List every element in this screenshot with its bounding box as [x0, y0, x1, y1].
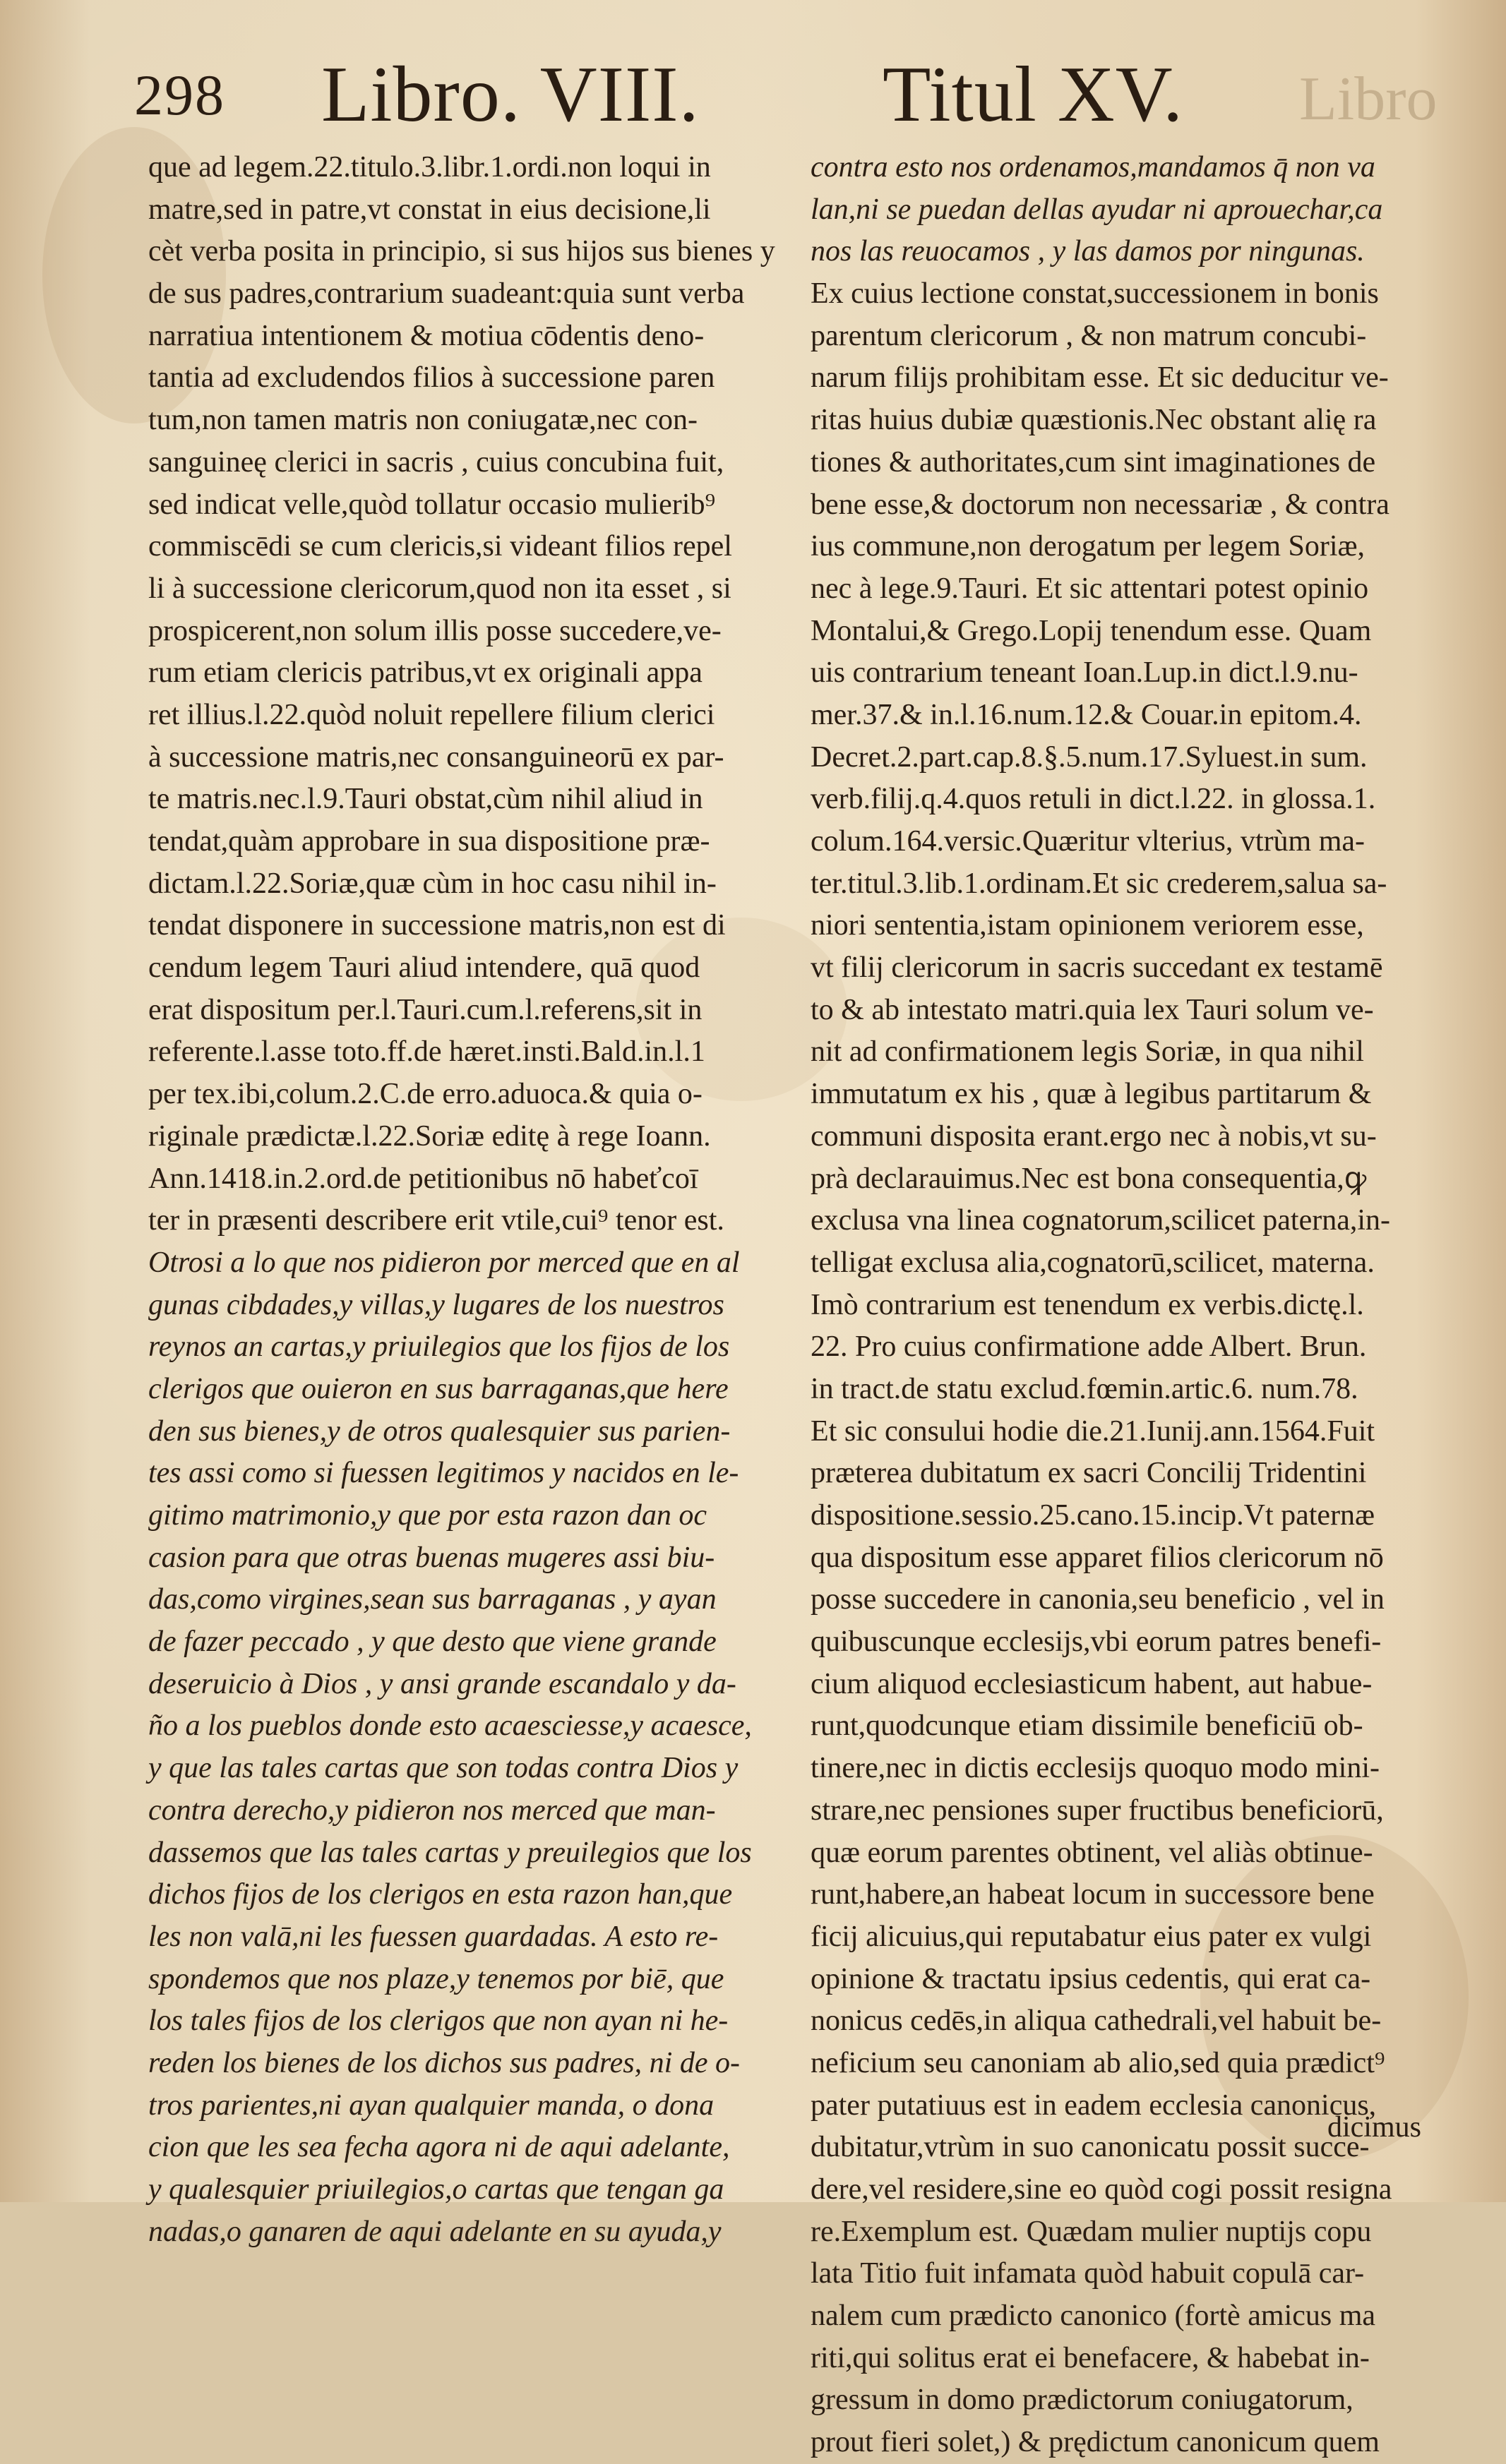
- book-title: Libro. VIII.: [321, 51, 700, 138]
- text-line: per tex.ibi,colum.2.C.de erro.aduoca.& quia o-: [148, 1078, 703, 1111]
- text-line: ritas huius dubiæ quæstionis.Nec obstant alię ra: [811, 404, 1377, 437]
- text-line: runt,quodcunque etiam dissimile beneficiū ob-: [811, 1709, 1363, 1743]
- text-line: qua dispositum esse apparet filios clericorum nō: [811, 1541, 1384, 1574]
- text-line: quæ eorum parentes obtinent, vel aliàs obtinue-: [811, 1836, 1373, 1869]
- text-line: nit ad confirmationem legis Soriæ, in qua nihil: [811, 1035, 1364, 1069]
- text-line: lata Titio fuit infamata quòd habuit copulā car-: [811, 2257, 1365, 2290]
- section-title: Titul XV.: [883, 51, 1184, 138]
- text-line: dispositione.sessio.25.cano.15.incip.Vt paternæ: [811, 1499, 1375, 1532]
- text-line: parentum clericorum , & non matrum concubi-: [811, 319, 1367, 352]
- text-line: riti,qui solitus erat ei benefacere, & habebat in-: [811, 2341, 1370, 2374]
- text-line: cion que les sea fecha agora ni de aqui adelante,: [148, 2131, 730, 2164]
- text-line: referente.l.asse toto.ff.de hæret.insti.Bald.in.l.1: [148, 1035, 705, 1069]
- text-line: Montalui,& Grego.Lopij tenendum esse. Quam: [811, 614, 1372, 647]
- text-line: tiones & authoritates,cum sint imaginationes de: [811, 445, 1376, 479]
- text-line: rum etiam clericis patribus,vt ex originali appa: [148, 656, 703, 690]
- text-line: de sus padres,contrarium suadeant:quia sunt verba: [148, 277, 745, 311]
- text-line: bene esse,& doctorum non necessariæ , & contra: [811, 488, 1390, 521]
- text-line: les non valā,ni les fuessen guardadas. A esto re-: [148, 1920, 719, 1953]
- text-line: commiscēdi se cum clericis,si videant filios repel: [148, 530, 732, 563]
- text-line: tes assi como si fuessen legitimos y nacidos en le-: [148, 1457, 739, 1490]
- text-line: pater putatiuus est in eadem ecclesia canonicus,: [811, 2089, 1377, 2122]
- text-line: ter.titul.3.lib.1.ordinam.Et sic crederem,salua sa-: [811, 867, 1387, 900]
- text-line: cèt verba posita in principio, si sus hijos sus bienes y: [148, 235, 775, 268]
- text-line: tros parientes,ni ayan qualquier manda, o dona: [148, 2089, 715, 2122]
- text-line: opinione & tractatu ipsius cedentis, qui erat ca-: [811, 1962, 1371, 1995]
- text-line: reynos an cartas,y priuilegios que los fijos de los: [148, 1330, 730, 1364]
- text-line: prout fieri solet,) & prędictum canonicum quem: [811, 2426, 1380, 2459]
- text-line: contra derecho,y pidieron nos merced que man-: [148, 1793, 716, 1827]
- text-line: tantia ad excludendos filios à successione paren: [148, 361, 715, 395]
- text-line: de fazer peccado , y que desto que viene grande: [148, 1625, 717, 1659]
- text-line: erat dispositum per.l.Tauri.cum.l.referens,sit in: [148, 993, 703, 1026]
- left-text-column: [148, 147, 775, 2253]
- text-line: strare,nec pensiones super fructibus beneficiorū,: [811, 1793, 1384, 1827]
- text-line: dictam.l.22.Soriæ,quæ cùm in hoc casu nihil in-: [148, 867, 717, 900]
- text-line: li à successione clericorum,quod non ita esset , si: [148, 572, 731, 605]
- text-line: nadas,o ganaren de aqui adelante en su ayuda,y: [148, 2215, 722, 2248]
- text-line: verb.filij.q.4.quos retuli in dict.l.22. in glossa.1.: [811, 783, 1376, 816]
- text-line: à successione matris,nec consanguineorū ex par-: [148, 740, 724, 774]
- text-line: sanguineę clerici in sacris , cuius concubina fuit,: [148, 445, 724, 479]
- text-line: Otrosi a lo que nos pidieron por merced que en al: [148, 1246, 740, 1279]
- text-line: runt,habere,an habeat locum in successore bene: [811, 1878, 1375, 1911]
- text-line: Imò contrarium est tenendum ex verbis.dictę.l.: [811, 1288, 1364, 1321]
- text-line: narratiua intentionem & motiua cōdentis deno-: [148, 319, 705, 352]
- catchword: dicimus: [1327, 2111, 1421, 2144]
- text-line: contra esto nos ordenamos,mandamos q̄ non va: [811, 151, 1375, 184]
- text-line: nec à lege.9.Tauri. Et sic attentari potest opinio: [811, 572, 1369, 605]
- text-line: prospicerent,non solum illis posse succedere,ve-: [148, 614, 722, 647]
- text-line: reden los bienes de los dichos sus padres, ni de o-: [148, 2046, 740, 2079]
- text-line: tendat disponere in successione matris,non est di: [148, 909, 726, 942]
- text-line: den sus bienes,y de otros qualesquier sus parien-: [148, 1414, 731, 1448]
- text-line: communi disposita erant.ergo nec à nobis,vt su-: [811, 1119, 1377, 1153]
- text-line: posse succedere in canonia,seu beneficio , vel in: [811, 1583, 1385, 1616]
- text-line: Ex cuius lectione constat,successionem in bonis: [811, 277, 1379, 311]
- text-line: los tales fijos de los clerigos que non ayan ni he-: [148, 2005, 729, 2038]
- text-line: gitimo matrimonio,y que por esta razon dan oc: [148, 1499, 707, 1532]
- text-line: narum filijs prohibitam esse. Et sic deducitur ve-: [811, 361, 1389, 395]
- text-line: Decret.2.part.cap.8.§.5.num.17.Syluest.in sum.: [811, 740, 1368, 774]
- text-line: exclusa vna linea cognatorum,scilicet paterna,in-: [811, 1204, 1390, 1237]
- text-line: nos las reuocamos , y las damos por ningunas.: [811, 235, 1365, 268]
- text-line: te matris.nec.l.9.Tauri obstat,cùm nihil aliud in: [148, 783, 703, 816]
- text-line: mer.37.& in.l.16.num.12.& Couar.in epitom.4.: [811, 698, 1362, 731]
- text-line: y que las tales cartas que son todas contra Dios y: [148, 1752, 739, 1785]
- text-line: dubitatur,vtrùm in suo canonicatu possit succe-: [811, 2131, 1370, 2164]
- text-line: gunas cibdades,y villas,y lugares de los nuestros: [148, 1288, 724, 1321]
- text-line: telligaŧ exclusa alia,cognatorū,scilicet, materna.: [811, 1246, 1375, 1279]
- text-line: Ann.1418.in.2.ord.de petitionibus nō habeťcoī: [148, 1162, 698, 1195]
- text-line: cium aliquod ecclesiasticum habent, aut habue-: [811, 1667, 1373, 1700]
- text-line: riginale prædictæ.l.22.Soriæ editę à rege Ioann.: [148, 1119, 711, 1153]
- text-line: præterea dubitatum ex sacri Concilij Tridentini: [811, 1457, 1367, 1490]
- text-line: ño a los pueblos donde esto acaesciesse,y acaesce,: [148, 1709, 752, 1743]
- text-line: ret illius.l.22.quòd noluit repellere filium clerici: [148, 698, 715, 731]
- text-line: deseruicio à Dios , y ansi grande escandalo y da-: [148, 1667, 736, 1700]
- text-line: tinere,nec in dictis ecclesijs quoquo modo mini-: [811, 1752, 1380, 1785]
- text-line: tendat,quàm approbare in sua dispositione præ-: [148, 825, 710, 858]
- text-line: sed indicat velle,quòd tollatur occasio mulierib⁹: [148, 488, 716, 521]
- text-line: dichos fijos de los clerigos en esta razon han,que: [148, 1878, 733, 1911]
- text-line: nonicus cedēs,in aliqua cathedrali,vel habuit be-: [811, 2005, 1382, 2038]
- text-line: cendum legem Tauri aliud intendere, quā quod: [148, 951, 700, 985]
- text-line: uis contrarium teneant Ioan.Lup.in dict.l.9.nu-: [811, 656, 1358, 690]
- bleed-through-text: Libro: [1299, 65, 1438, 133]
- text-line: nalem cum prædicto canonico (fortè amicus ma: [811, 2300, 1376, 2333]
- text-line: casion para que otras buenas mugeres assi biu-: [148, 1541, 715, 1574]
- text-line: matre,sed in patre,vt constat in eius decisione,li: [148, 193, 711, 226]
- text-line: y qualesquier priuilegios,o cartas que tengan ga: [148, 2173, 724, 2206]
- text-line: to & ab intestato matri.quia lex Tauri solum ve-: [811, 993, 1374, 1026]
- text-line: 22. Pro cuius confirmatione adde Albert. Brun.: [811, 1330, 1367, 1364]
- text-line: Et sic consului hodie die.21.Iunij.ann.1564.Fuit: [811, 1414, 1375, 1448]
- text-line: ius commune,non derogatum per legem Soriæ,: [811, 530, 1365, 563]
- text-line: dassemos que las tales cartas y preuilegios que los: [148, 1836, 752, 1869]
- text-line: lan,ni se puedan dellas ayudar ni aprouechar,ca: [811, 193, 1383, 226]
- text-line: re.Exemplum est. Quædam mulier nuptijs copu: [811, 2215, 1372, 2248]
- text-line: das,como virgines,sean sus barraganas , y ayan: [148, 1583, 717, 1616]
- text-line: clerigos que ouieron en sus barraganas,que here: [148, 1372, 729, 1405]
- text-line: colum.164.versic.Quæritur vlterius, vtrùm ma-: [811, 825, 1365, 858]
- text-line: neficium seu canoniam ab alio,sed quia prædict⁹: [811, 2046, 1385, 2079]
- text-line: niori sententia,istam opinionem veriorem esse,: [811, 909, 1364, 942]
- text-line: ficij alicuius,qui reputabatur eius pater ex vulgi: [811, 1920, 1372, 1953]
- text-line: prà declarauimus.Nec est bona consequentia,ꝙ: [811, 1162, 1367, 1195]
- page-number: 298: [134, 63, 225, 127]
- text-line: dere,vel residere,sine eo quòd cogi possit resigna: [811, 2173, 1392, 2206]
- text-line: in tract.de statu exclud.fœmin.artic.6. num.78.: [811, 1372, 1358, 1405]
- running-header: [134, 49, 1440, 138]
- text-line: vt filij clericorum in sacris succedant ex testamē: [811, 951, 1383, 985]
- text-line: quibuscunque ecclesijs,vbi eorum patres benefi-: [811, 1625, 1382, 1659]
- text-line: spondemos que nos plaze,y tenemos por biē, que: [148, 1962, 724, 1995]
- text-line: gressum in domo prædictorum coniugatorum,: [811, 2384, 1353, 2417]
- text-line: que ad legem.22.titulo.3.libr.1.ordi.non loqui in: [148, 151, 711, 184]
- text-line: immutatum ex his , quæ à legibus partitarum &: [811, 1078, 1372, 1111]
- text-line: ter in præsenti describere erit vtile,cui⁹ tenor est.: [148, 1204, 724, 1237]
- text-line: tum,non tamen matris non coniugatæ,nec con-: [148, 404, 698, 437]
